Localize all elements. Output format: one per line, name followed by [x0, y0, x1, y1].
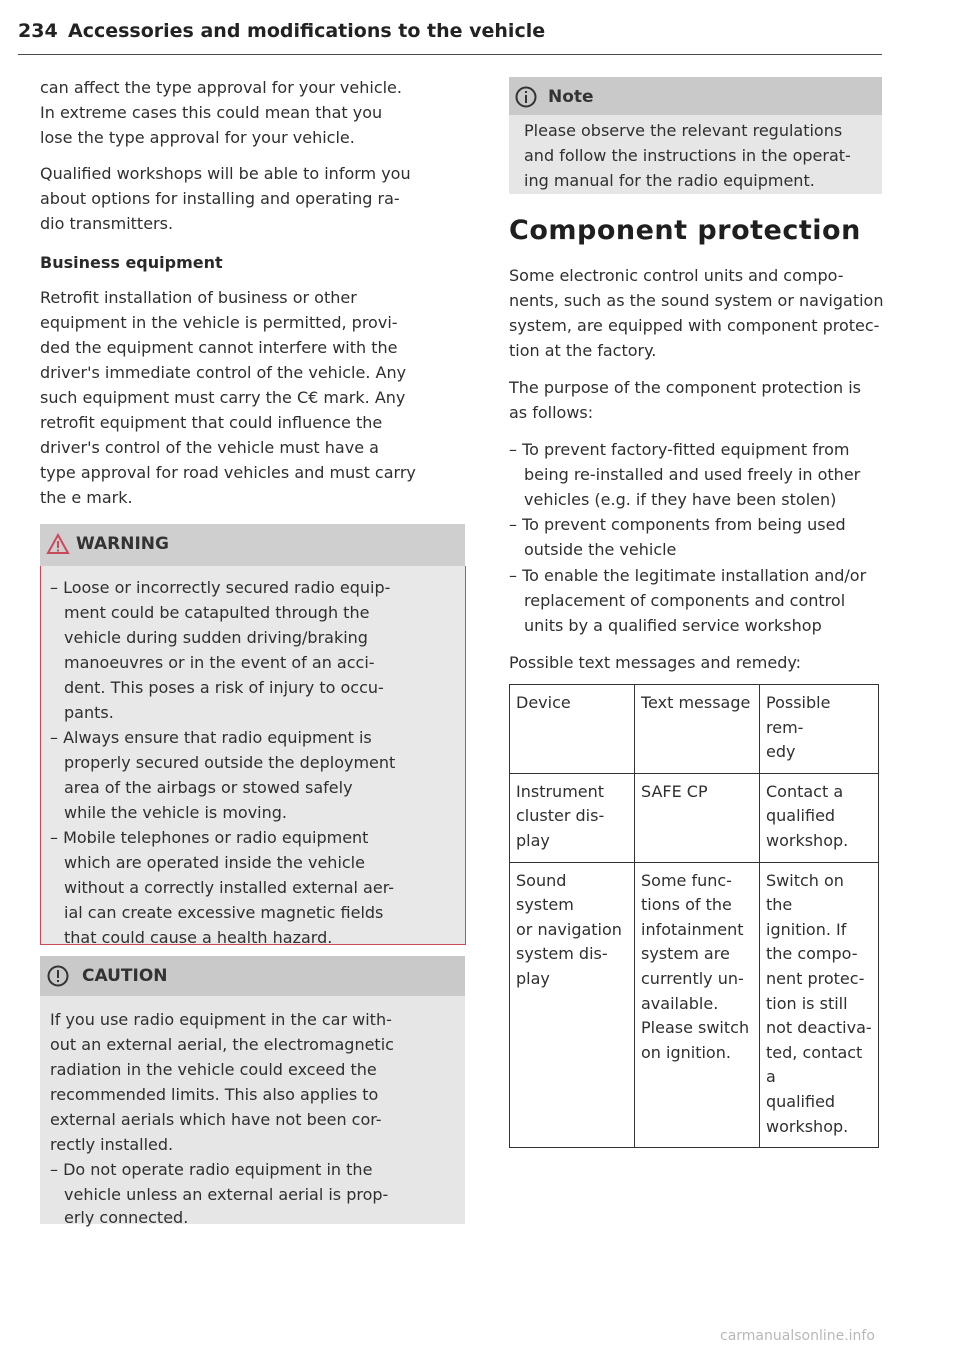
- warning-line: manoeuvres or in the event of an acci-: [64, 653, 375, 672]
- table-cell: SAFE CP: [635, 773, 760, 862]
- remedy-table: [509, 684, 879, 1148]
- business-line: equipment in the vehicle is permitted, provi-: [40, 313, 398, 332]
- caution-title: CAUTION: [82, 966, 168, 986]
- table-cell: Sound system or navigation system dis- play: [510, 862, 635, 1148]
- warning-line: while the vehicle is moving.: [64, 803, 287, 822]
- caution-line: If you use radio equipment in the car with-: [50, 1010, 392, 1029]
- caution-line: out an external aerial, the electromagnetic: [50, 1035, 394, 1054]
- bullet-line: vehicles (e.g. if they have been stolen): [524, 490, 837, 509]
- business-line: type approval for road vehicles and must carry: [40, 463, 416, 482]
- table-header-cell: Text message: [635, 685, 760, 774]
- warning-line: which are operated inside the vehicle: [64, 853, 365, 872]
- table-header-cell: Device: [510, 685, 635, 774]
- component-line: system, are equipped with component protec-: [509, 316, 880, 335]
- caution-line: external aerials which have not been cor-: [50, 1110, 382, 1129]
- warning-triangle-icon: [46, 533, 70, 555]
- intro-line: can affect the type approval for your vehicle.: [40, 78, 402, 97]
- business-line: such equipment must carry the C€ mark. Any: [40, 388, 406, 407]
- component-line: tion at the factory.: [509, 341, 657, 360]
- warning-title: WARNING: [76, 534, 169, 554]
- warning-line: that could cause a health hazard.: [64, 928, 333, 947]
- component-line: nents, such as the sound system or navigation: [509, 291, 884, 310]
- business-heading: Business equipment: [40, 253, 223, 272]
- table-header-row: [510, 685, 879, 774]
- table-row: [510, 862, 879, 1148]
- page-number: 234: [18, 20, 58, 42]
- workshops-line: dio transmitters.: [40, 214, 174, 233]
- purpose-line: The purpose of the component protection is: [509, 378, 861, 397]
- info-icon: [514, 85, 538, 109]
- table-cell: Contact a qualified workshop.: [760, 773, 879, 862]
- bullet-line: – To prevent factory-fitted equipment from: [509, 440, 850, 459]
- caution-line: rectly installed.: [50, 1135, 174, 1154]
- caution-line: vehicle unless an external aerial is prop-: [64, 1185, 389, 1204]
- section-title: Accessories and modifications to the vehicle: [68, 20, 546, 42]
- note-line: Please observe the relevant regulations: [524, 121, 843, 140]
- business-line: retrofit equipment that could influence the: [40, 413, 383, 432]
- purpose-line: as follows:: [509, 403, 594, 422]
- business-line: driver's immediate control of the vehicle. Any: [40, 363, 407, 382]
- warning-line: vehicle during sudden driving/braking: [64, 628, 368, 647]
- table-row: [510, 773, 879, 862]
- watermark: carmanualsonline.info: [720, 1328, 875, 1344]
- warning-line: pants.: [64, 703, 114, 722]
- bullet-line: – To enable the legitimate installation and/or: [509, 566, 867, 585]
- bullet-line: – To prevent components from being used: [509, 515, 846, 534]
- note-title: Note: [548, 87, 594, 107]
- component-protection-heading: Component protection: [509, 215, 861, 246]
- warning-line: – Loose or incorrectly secured radio equip-: [50, 578, 391, 597]
- business-line: the e mark.: [40, 488, 133, 507]
- workshops-line: about options for installing and operating ra-: [40, 189, 400, 208]
- caution-line: – Do not operate radio equipment in the: [50, 1160, 373, 1179]
- warning-line: – Always ensure that radio equipment is: [50, 728, 372, 747]
- workshops-line: Qualified workshops will be able to inform you: [40, 164, 411, 183]
- bullet-line: outside the vehicle: [524, 540, 677, 559]
- warning-line: dent. This poses a risk of injury to occu-: [64, 678, 384, 697]
- warning-line: properly secured outside the deployment: [64, 753, 396, 772]
- warning-line: area of the airbags or stowed safely: [64, 778, 353, 797]
- component-line: Some electronic control units and compo-: [509, 266, 844, 285]
- warning-line: ment could be catapulted through the: [64, 603, 370, 622]
- table-cell: Instrument cluster dis- play: [510, 773, 635, 862]
- warning-line: – Mobile telephones or radio equipment: [50, 828, 369, 847]
- table-cell: Switch on the ignition. If the compo- nent protec- tion is still not deactiva- ted, contact a qualified workshop.: [760, 862, 879, 1148]
- caution-icon: [46, 964, 70, 988]
- warning-line: ial can create excessive magnetic fields: [64, 903, 384, 922]
- note-line: and follow the instructions in the operat-: [524, 146, 851, 165]
- business-line: driver's control of the vehicle must have a: [40, 438, 379, 457]
- table-header-cell: Possible rem- edy: [760, 685, 879, 774]
- bullet-line: units by a qualified service workshop: [524, 616, 822, 635]
- caution-line: radiation in the vehicle could exceed the: [50, 1060, 377, 1079]
- business-line: Retrofit installation of business or other: [40, 288, 357, 307]
- warning-line: without a correctly installed external aer-: [64, 878, 395, 897]
- note-line: ing manual for the radio equipment.: [524, 171, 815, 190]
- page-header: [18, 20, 882, 55]
- bullet-line: being re-installed and used freely in other: [524, 465, 861, 484]
- bullet-line: replacement of components and control: [524, 591, 846, 610]
- table-cell: Some func- tions of the infotainment system are currently un- available. Please switch on ignition.: [635, 862, 760, 1148]
- intro-line: In extreme cases this could mean that you: [40, 103, 383, 122]
- caution-line: recommended limits. This also applies to: [50, 1085, 379, 1104]
- intro-line: lose the type approval for your vehicle.: [40, 128, 355, 147]
- caution-line: erly connected.: [64, 1208, 189, 1227]
- business-line: ded the equipment cannot interfere with the: [40, 338, 398, 357]
- possible-text-line: Possible text messages and remedy:: [509, 653, 802, 672]
